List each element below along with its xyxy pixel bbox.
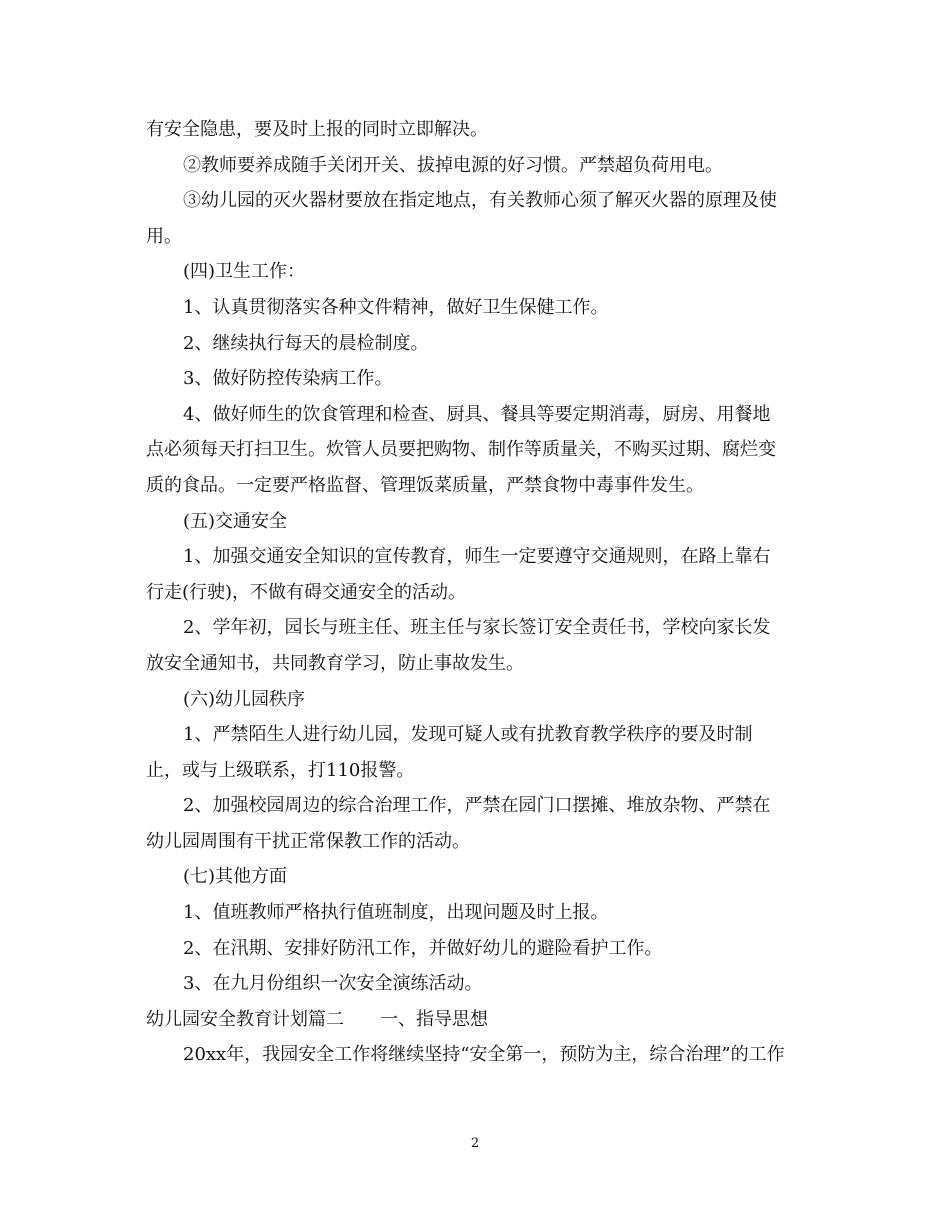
- section-heading: (七)其他方面: [183, 866, 288, 888]
- section-heading: (四)卫生工作：: [183, 261, 306, 283]
- text-line: 放安全通知书，共同教育学习，防止事故发生。: [146, 652, 524, 674]
- text-line: 2、学年初，园长与班主任、班主任与家长签订安全责任书，学校向家长发: [183, 617, 771, 639]
- text-line: 2、加强校园周边的综合治理工作，严禁在园门口摆摊、堆放杂物、严禁在: [183, 795, 771, 817]
- text-line: 2、在汛期、安排好防汛工作，并做好幼儿的避险看护工作。: [183, 937, 663, 959]
- text-line: 点必须每天打扫卫生。炊管人员要把购物、制作等质量关，不购买过期、腐烂变: [146, 439, 776, 461]
- text-line: 行走(行驶)，不做有碍交通安全的活动。: [146, 581, 467, 603]
- text-line: 20xx年，我园安全工作将继续坚持“安全第一，预防为主，综合治理”的工作: [183, 1044, 785, 1066]
- text-line: 3、做好防控传染病工作。: [183, 368, 393, 390]
- text-line: 1、严禁陌生人进行幼儿园，发现可疑人或有扰教育教学秩序的要及时制: [183, 724, 753, 746]
- text-line: 1、值班教师严格执行值班制度，出现问题及时上报。: [183, 902, 609, 924]
- text-line: ③幼儿园的灭火器材要放在指定地点，有关教师心须了解灭火器的原理及使: [183, 190, 777, 212]
- document-body: [146, 112, 806, 1073]
- page-number: 2: [470, 1136, 480, 1151]
- text-line: 有安全隐患，要及时上报的同时立即解决。: [146, 119, 488, 140]
- section-title-line: [146, 1002, 806, 1038]
- text-line: 幼儿园周围有干扰正常保教工作的活动。: [146, 830, 470, 852]
- text-line: 用。: [146, 225, 182, 247]
- text-line: 2、继续执行每天的晨检制度。: [183, 332, 429, 354]
- text-line: 1、加强交通安全知识的宣传教育，师生一定要遵守交通规则，在路上靠右: [183, 546, 771, 568]
- text-line: ②教师要养成随手关闭开关、拔掉电源的好习惯。严禁超负荷用电。: [183, 154, 723, 176]
- section-title: 幼儿园安全教育计划篇二: [146, 1008, 344, 1030]
- text-line: 4、做好师生的饮食管理和检查、厨具、餐具等要定期消毒，厨房、用餐地: [183, 403, 771, 425]
- section-heading: (五)交通安全: [183, 510, 288, 532]
- text-line: 3、在九月份组织一次安全演练活动。: [183, 973, 483, 995]
- text-line: 止，或与上级联系，打110报警。: [146, 759, 415, 781]
- text-line: 质的食品。一定要严格监督、管理饭菜质量，严禁食物中毒事件发生。: [146, 474, 704, 496]
- section-heading: (六)幼儿园秩序: [183, 688, 306, 710]
- text-line: 1、认真贯彻落实各种文件精神，做好卫生保健工作。: [183, 296, 609, 318]
- section-subtitle: 一、指导思想: [380, 1008, 488, 1030]
